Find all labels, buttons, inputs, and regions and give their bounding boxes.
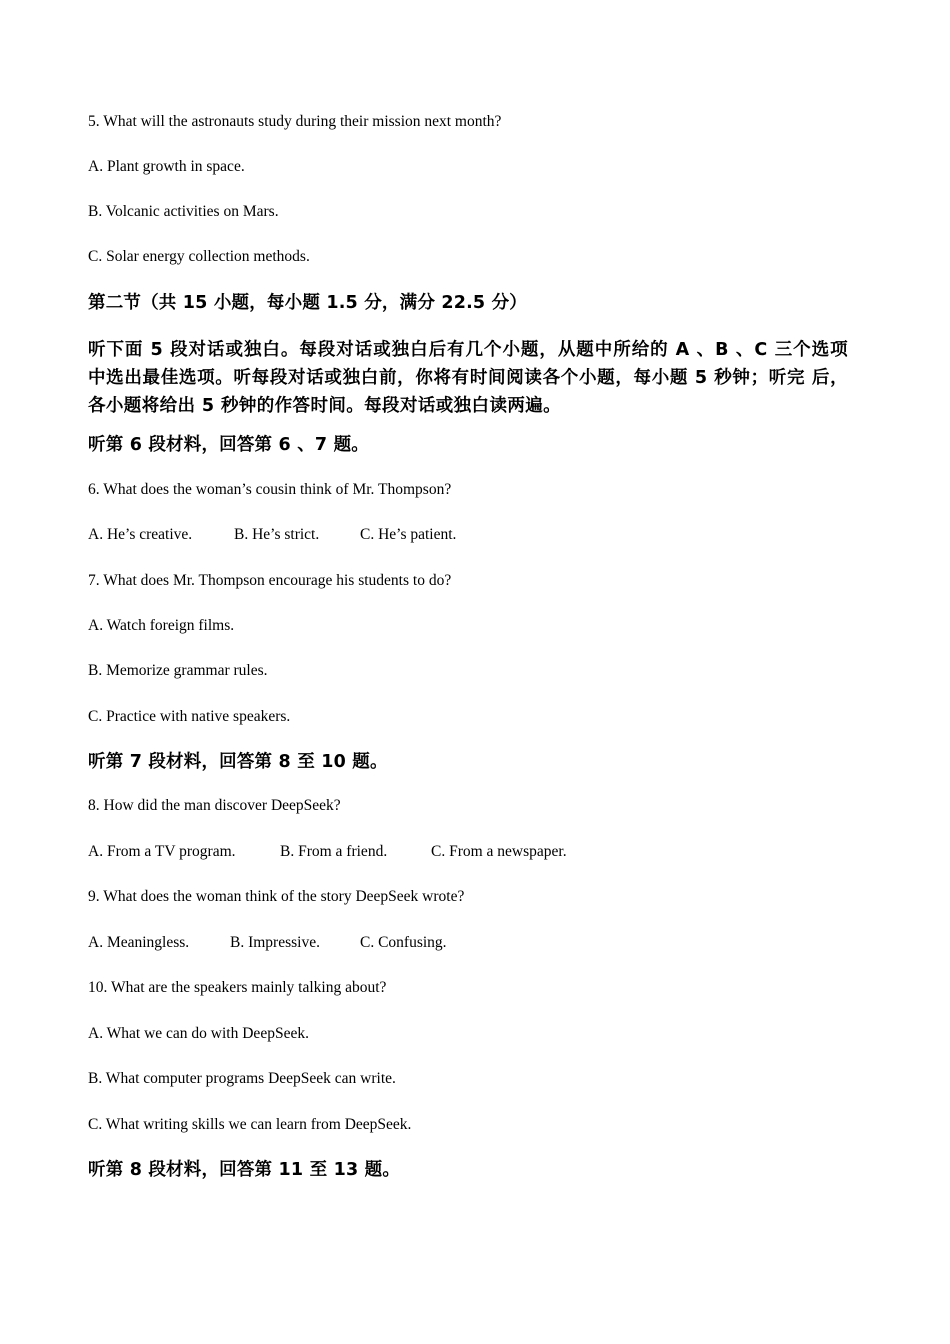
question-7: 7. What does Mr. Thompson encourage his students to do? xyxy=(88,572,452,589)
passage-6-heading: 听第 6 段材料，回答第 6 、7 题。 xyxy=(88,435,369,455)
question-10-option-a: A. What we can do with DeepSeek. xyxy=(88,1025,309,1042)
passage-7-heading: 听第 7 段材料，回答第 8 至 10 题。 xyxy=(88,752,388,772)
passage-8-heading: 听第 8 段材料，回答第 11 至 13 题。 xyxy=(88,1160,401,1180)
question-5-option-b: B. Volcanic activities on Mars. xyxy=(88,203,279,220)
question-5-option-c: C. Solar energy collection methods. xyxy=(88,248,310,265)
question-10-option-c: C. What writing skills we can learn from DeepSeek. xyxy=(88,1116,412,1133)
section-2-instructions: 听下面 5 段对话或独白。每段对话或独白后有几个小题，从题中所给的 A 、B 、C 三个选项 中选出最佳选项。听每段对话或独白前，你将有时间阅读各个小题，每小题 5 秒钟；听完 后，各小题将给出 5 秒钟的作答时间。每段对话或独白读两遍。 xyxy=(88,340,848,416)
question-8-option-c: C. From a newspaper. xyxy=(431,843,567,860)
question-9-option-a: A. Meaningless. xyxy=(88,934,190,951)
question-9: 9. What does the woman think of the story DeepSeek wrote? xyxy=(88,888,465,905)
question-6-option-b: B. He’s strict. xyxy=(234,526,320,543)
question-7-option-a: A. Watch foreign films. xyxy=(88,617,235,634)
question-5-option-a: A. Plant growth in space. xyxy=(88,158,245,175)
question-6: 6. What does the woman’s cousin think of Mr. Thompson? xyxy=(88,481,452,498)
question-7-option-c: C. Practice with native speakers. xyxy=(88,708,291,725)
question-9-option-c: C. Confusing. xyxy=(360,934,447,951)
question-10-option-b: B. What computer programs DeepSeek can write. xyxy=(88,1070,396,1087)
question-8-options xyxy=(88,842,567,862)
question-9-options xyxy=(88,933,447,953)
question-8: 8. How did the man discover DeepSeek? xyxy=(88,797,341,814)
question-6-option-a: A. He’s creative. xyxy=(88,526,193,543)
question-5: 5. What will the astronauts study during their mission next month? xyxy=(88,113,502,130)
section-2-title: 第二节（共 15 小题，每小题 1.5 分，满分 22.5 分） xyxy=(88,293,527,313)
question-6-option-c: C. He’s patient. xyxy=(360,526,457,543)
question-8-option-b: B. From a friend. xyxy=(280,843,388,860)
question-8-option-a: A. From a TV program. xyxy=(88,843,236,860)
question-7-option-b: B. Memorize grammar rules. xyxy=(88,662,268,679)
question-10: 10. What are the speakers mainly talking about? xyxy=(88,979,387,996)
question-6-options xyxy=(88,525,456,545)
question-9-option-b: B. Impressive. xyxy=(230,934,320,951)
